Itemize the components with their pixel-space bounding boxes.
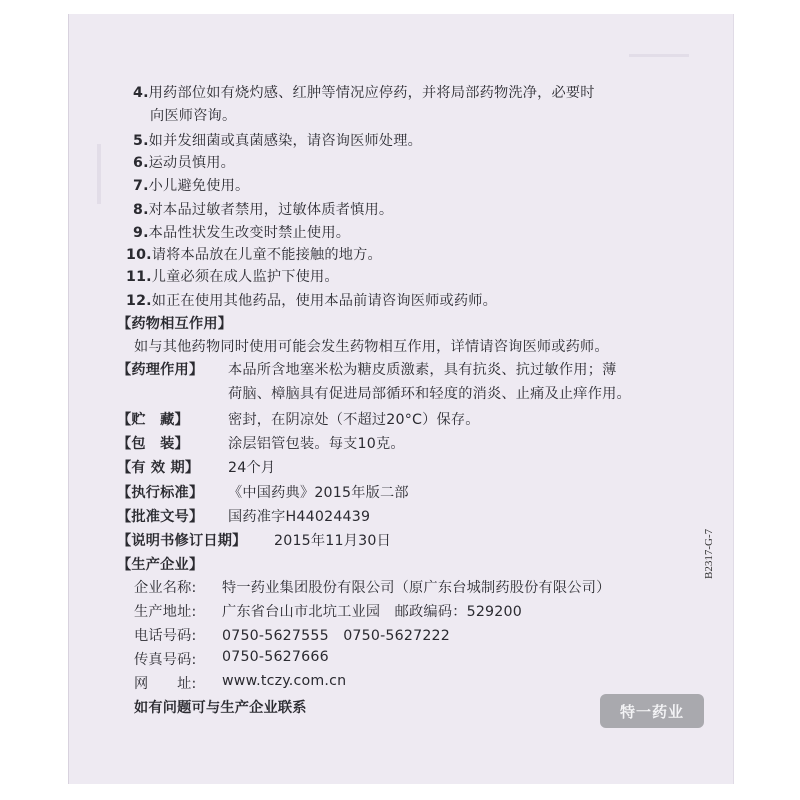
item-9: 9.本品性状发生改变时禁止使用。 [133, 225, 351, 241]
manufacturer-name-label: 企业名称: [134, 580, 197, 596]
validity-value: 24个月 [228, 460, 276, 476]
address-value: 广东省台山市北坑工业园 邮政编码：529200 [222, 604, 522, 620]
address-label: 生产地址: [134, 604, 197, 620]
manufacturer-header: 【生产企业】 [117, 557, 204, 573]
website-value: www.tczy.com.cn [222, 673, 347, 689]
item-12: 12.如正在使用其他药品，使用本品前请咨询医师或药师。 [126, 293, 498, 309]
item-5: 5.如并发细菌或真菌感染，请咨询医师处理。 [133, 133, 423, 149]
item-11: 11.儿童必须在成人监护下使用。 [126, 269, 339, 285]
standard-value: 《中国药典》2015年版二部 [228, 485, 409, 501]
revision-date-header: 【说明书修订日期】 [117, 533, 247, 549]
item-4: 4.用药部位如有烧灼感、红肿等情况应停药，并将局部药物洗净，必要时 [133, 85, 595, 101]
interaction-text: 如与其他药物同时使用可能会发生药物相互作用，详情请咨询医师或药师。 [134, 339, 609, 355]
pharmacology-header: 【药理作用】 [117, 362, 204, 378]
item-7: 7.小儿避免使用。 [133, 178, 250, 194]
phone-value: 0750-5627555 0750-5627222 [222, 628, 451, 644]
validity-header: 【有 效 期】 [117, 460, 200, 476]
item-6: 6.运动员慎用。 [133, 155, 235, 171]
contact-note: 如有问题可与生产企业联系 [134, 700, 307, 716]
website-label: 网 址: [134, 676, 197, 692]
approval-header: 【批准文号】 [117, 509, 204, 525]
package-header: 【包 装】 [117, 436, 189, 452]
fax-label: 传真号码: [134, 652, 197, 668]
item-10: 10.请将本品放在儿童不能接触的地方。 [126, 247, 382, 263]
standard-header: 【执行标准】 [117, 485, 204, 501]
side-code: B2317-G-7 [703, 528, 715, 579]
fax-value: 0750-5627666 [222, 649, 329, 665]
pharmacology-line-2: 荷脑、樟脑具有促进局部循环和轻度的消炎、止痛及止痒作用。 [228, 386, 631, 402]
approval-value: 国药准字H44024439 [228, 509, 371, 525]
storage-value: 密封，在阴凉处（不超过20°C）保存。 [228, 412, 480, 428]
manufacturer-name-value: 特一药业集团股份有限公司（原广东台城制药股份有限公司） [222, 580, 611, 596]
item-4-cont: 向医师咨询。 [150, 108, 237, 124]
interaction-header: 【药物相互作用】 [117, 316, 233, 332]
revision-date-value: 2015年11月30日 [274, 533, 391, 549]
pharmacology-line-1: 本品所含地塞米松为糖皮质激素，具有抗炎、抗过敏作用；薄 [228, 362, 617, 378]
brand-logo: 特一药业 [600, 694, 704, 728]
storage-header: 【贮 藏】 [117, 412, 189, 428]
item-8: 8.对本品过敏者禁用，过敏体质者慎用。 [133, 202, 394, 218]
package-value: 涂层铝管包装。每支10克。 [228, 436, 405, 452]
phone-label: 电话号码: [134, 628, 197, 644]
